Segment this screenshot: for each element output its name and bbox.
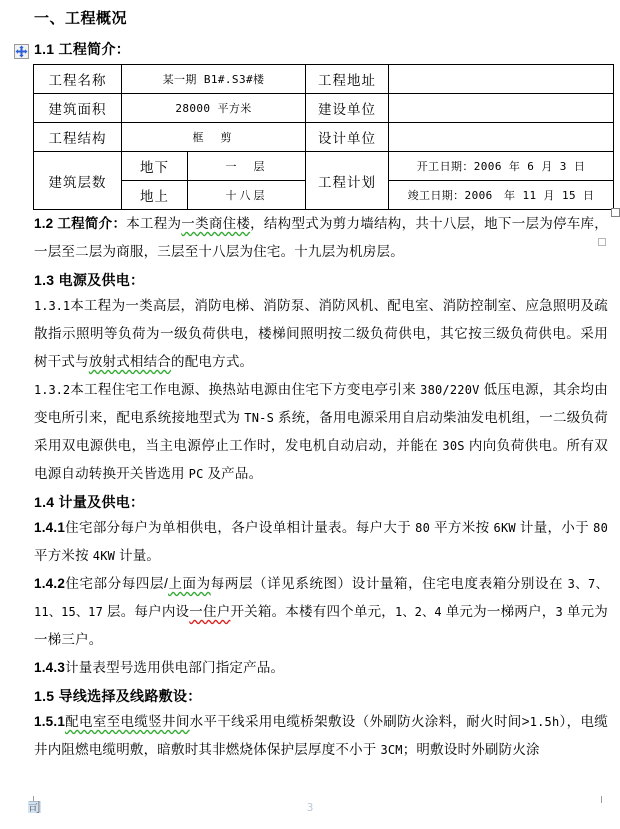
page-title: 一、工程概况 <box>34 10 128 27</box>
paragraph-1-4-3-text: 计量表型号选用供电部门指定产品。 <box>65 660 285 675</box>
paragraph-1-4-3-number: 1.4.3 <box>34 660 66 675</box>
paragraph-1-4-1-text-e: 计量。 <box>115 548 161 563</box>
paragraph-1-3-2 <box>34 376 608 488</box>
cell-underground-value[interactable]: 一 层 <box>188 152 306 181</box>
cell-building-area-label: 建筑面积 <box>34 94 122 123</box>
value-fire-resistance-time: 1.5h <box>529 715 560 729</box>
paragraph-1-4-2-text-a: 住宅部分每四层/ <box>65 576 169 591</box>
cell-project-address-value[interactable] <box>389 65 614 94</box>
cell-structure-label: 工程结构 <box>34 123 122 152</box>
heading-1-3: 1.3 电源及供电： <box>34 272 145 288</box>
paragraph-1-3-1 <box>34 292 608 376</box>
paragraph-1-3-2-text-a: 本工程住宅工作电源、换热站电源由住宅下方变电亭引来 <box>70 382 421 397</box>
spellcheck-underline-red: 一住户 <box>189 604 231 619</box>
project-info-table-wrapper <box>33 64 613 210</box>
table-move-handle-icon[interactable] <box>14 44 29 59</box>
value-meter-floors: 3、7、11、15、17 <box>34 577 609 619</box>
paragraph-1-2-text-a: 本工程为 <box>126 216 182 231</box>
paragraph-1-4-1-text-a: 住宅部分每户为单相供电，各户设单相计量表。每户大于 <box>65 520 416 535</box>
value-area-threshold: 80 <box>415 521 430 535</box>
paragraph-1-3-1-number: 1.3.1 <box>34 299 71 313</box>
cell-aboveground-label: 地上 <box>122 181 188 210</box>
cell-project-name-value[interactable]: 某一期 B1#.S3#楼 <box>122 65 306 94</box>
paragraph-1-4-1-text-d: 平方米按 <box>34 548 93 563</box>
cell-building-area-value[interactable]: 28000 平方米 <box>122 94 306 123</box>
paragraph-1-5-1 <box>34 708 608 764</box>
value-power-6kw: 6KW <box>493 521 516 535</box>
paragraph-1-4-2-text-f: 单元为一梯三户。 <box>34 604 608 647</box>
paragraph-1-3-2-text-d: 内向负荷供电。所有双电源自动转换开关皆选用 <box>34 438 609 481</box>
heading-1-1: 1.1 工程简介： <box>34 41 131 57</box>
paragraph-1-5-1-text-c: ），电缆井内阻燃电缆明敷，暗敷时其非燃烧体保护层厚度不小于 <box>34 714 608 757</box>
paragraph-1-4-3 <box>34 654 608 682</box>
paragraph-1-4-2-text-b: 每两层（详见系统图）设计量箱，住宅电度表箱分别设在 <box>210 576 568 591</box>
page-footer <box>0 796 620 829</box>
value-area-threshold-2: 80 <box>593 521 609 535</box>
value-power-4kw: 4KW <box>92 549 116 563</box>
spellcheck-underline-green: 上面为 <box>168 576 211 591</box>
paragraph-1-3-1-text-b: 的配电方式。 <box>171 354 254 369</box>
paragraph-1-4-2 <box>34 570 608 654</box>
value-earthing-system: TN-S <box>244 411 274 425</box>
paragraph-1-4-1-text-c: 计量，小于 <box>515 520 594 535</box>
paragraph-1-5-1-text-b: 水平干线采用电缆桥架敷设（外刷防火涂料，耐火时间> <box>189 714 530 729</box>
value-voltage: 380/220V <box>420 383 480 397</box>
spellcheck-underline-green: 一类商住楼 <box>181 216 251 231</box>
paragraph-1-5-1-number: 1.5.1 <box>34 714 66 729</box>
paragraph-1-4-1-text-b: 平方米按 <box>430 520 494 535</box>
heading-1-4: 1.4 计量及供电： <box>34 494 145 510</box>
table-row <box>34 94 614 123</box>
paragraph-1-2 <box>34 210 608 266</box>
paragraph-1-4-2-text-d: 开关箱。本楼有四个单元， <box>230 604 396 619</box>
paragraph-1-2-number: 1.2 工程简介： <box>34 216 127 231</box>
paragraph-1-2-text-b: ，结构型式为剪力墙结构，共十八层，地下一层为停车库，一层至二层为商服，三层至十八层为住宅。十九层为机房层。 <box>34 216 608 259</box>
cell-construction-unit-label: 建设单位 <box>306 94 389 123</box>
table-resize-handle[interactable] <box>611 208 620 217</box>
spellcheck-underline-green: 放射式相结合 <box>88 354 172 369</box>
cell-aboveground-value[interactable]: 十八层 <box>188 181 306 210</box>
page-number: 3 <box>306 801 314 814</box>
table-row <box>34 152 614 181</box>
table-row <box>34 65 614 94</box>
paragraph-1-5-1-text-d: ；明敷设时外刷防火涂 <box>402 742 540 757</box>
cell-underground-label: 地下 <box>122 152 188 181</box>
paragraph-1-3-2-text-c: 系统，备用电源采用自启动柴油发电机组，一二级负荷采用双电源供电，当主电源停止工作时，发电机自动启动，并能在 <box>34 410 609 453</box>
paragraph-1-4-2-text-c: 层。每户内设 <box>103 604 190 619</box>
paragraph-1-3-2-text-b: 低压电源，其余均由变电所引来，配电系统接地型式为 <box>34 382 608 425</box>
project-info-table <box>33 64 614 210</box>
heading-1-5: 1.5 导线选择及线路敷设： <box>34 688 202 704</box>
document-corner-marker <box>598 238 606 246</box>
spellcheck-underline-green: 配电室至电缆竖井间 <box>65 714 190 729</box>
table-row <box>34 123 614 152</box>
document-page <box>0 6 620 829</box>
value-startup-time: 30S <box>442 439 465 453</box>
paragraph-1-4-2-number: 1.4.2 <box>34 576 66 591</box>
cell-project-name-label: 工程名称 <box>34 65 122 94</box>
cell-project-address-label: 工程地址 <box>306 65 389 94</box>
cell-construction-unit-value[interactable] <box>389 94 614 123</box>
cell-structure-value[interactable]: 框 剪 <box>122 123 306 152</box>
value-switch-type: PC <box>188 467 204 481</box>
paragraph-1-3-2-text-e: 及产品。 <box>203 466 263 481</box>
value-units-two-per-floor: 1、2、4 <box>395 605 442 619</box>
cell-start-date-value[interactable]: 开工日期：2006 年 6 月 3 日 <box>389 152 614 181</box>
paragraph-1-4-1-number: 1.4.1 <box>34 520 66 535</box>
paragraph-1-4-1 <box>34 514 608 570</box>
value-unit-three-per-floor: 3 <box>555 605 563 619</box>
footer-watermark-text: 司 <box>28 801 42 813</box>
value-protection-thickness: 3CM <box>380 743 403 757</box>
cell-project-plan-label: 工程计划 <box>306 152 389 210</box>
paragraph-1-3-2-number: 1.3.2 <box>34 383 71 397</box>
paragraph-1-3-1-text-a: 本工程为一类高层，消防电梯、消防泵、消防风机、配电室、消防控制室、应急照明及疏散指示照明等负荷为一级负荷供电，楼梯间照明按二级负荷供电，其它按三级负荷供电。采用树干式与 <box>34 298 608 369</box>
cell-end-date-value[interactable]: 竣工日期：2006 年 11 月 15 日 <box>389 181 614 210</box>
cell-design-unit-label: 设计单位 <box>306 123 389 152</box>
cell-design-unit-value[interactable] <box>389 123 614 152</box>
cell-floor-count-label: 建筑层数 <box>34 152 122 210</box>
paragraph-1-4-2-text-e: 单元为一梯两户， <box>441 604 556 619</box>
